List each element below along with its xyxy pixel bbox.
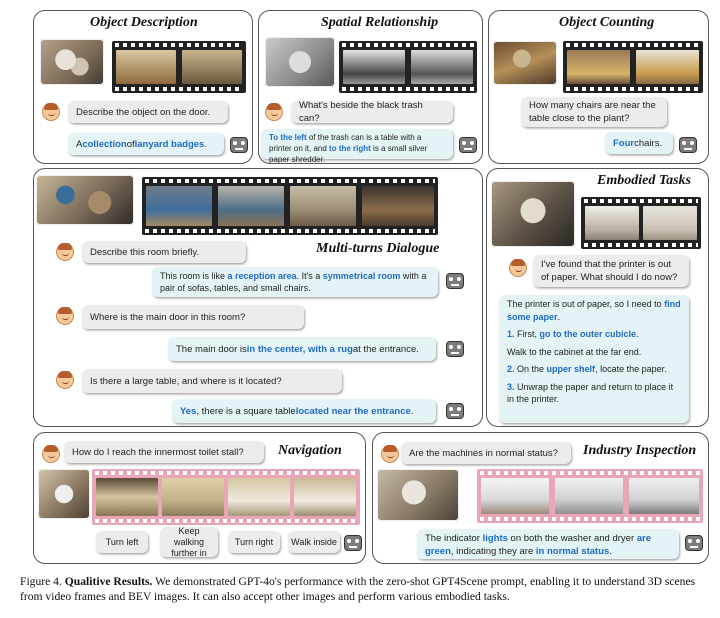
question-bubble: How many chairs are near the table close to the plant? [521,97,667,127]
answer-highlight: lanyard badges [134,138,205,150]
question-bubble: Is there a large table, and where is it located? [82,369,342,393]
panel-title: Multi-turns Dialogue [316,241,440,256]
frame-image [294,478,356,516]
panel-title: Navigation [278,443,342,458]
answer-highlight: a reception area [227,271,297,281]
answer-intro [507,298,681,323]
caption-bold: Qualitive Results. [64,575,153,588]
question-bubble: Describe this room briefly. [82,241,246,263]
frame-image [182,50,242,84]
question-bubble: Where is the main door in this room? [82,305,304,329]
answer-text: . [609,546,612,557]
panel-multi-turns-dialogue [33,168,483,427]
answer-text: First, [514,329,540,339]
answer-text: . [204,138,207,150]
video-frames [477,469,703,523]
frame-image [481,478,549,514]
bev-image [36,175,134,225]
frame-image [629,478,699,514]
answer-bubble [168,337,436,361]
answer-text: . [636,329,639,339]
question-bubble: I've found that the printer is out of paper. What should I do now? [533,255,689,287]
panel-title: Industry Inspection [583,443,697,458]
frame-image [162,478,224,516]
panel-title: Spatial Relationship [321,15,439,30]
answer-highlight: located near the entrance [295,405,411,417]
answer-text: of [126,138,135,150]
answer-text: This room is like [160,271,228,281]
panel-object-description [33,10,253,164]
panel-title: Object Counting [559,15,655,30]
answer-bubble [68,133,224,155]
step-number: 2. [507,364,515,374]
step-3 [507,381,681,406]
panel-spatial-relationship [258,10,483,164]
answer-bubble [605,132,673,154]
bev-image [491,181,575,247]
answer-text: The main door is [176,343,247,355]
frame-image [555,478,623,514]
bev-image [493,41,557,85]
video-frames [92,469,360,525]
answer-text: The indicator [425,533,483,544]
robot-icon [230,137,248,153]
video-frames [112,41,246,93]
bev-image [40,39,104,85]
panel-embodied-tasks [486,168,709,427]
question-bubble: Describe the object on the door. [68,101,228,123]
answer-highlight: to the right [329,144,371,153]
answer-text: on both the washer and dryer [507,533,637,544]
robot-icon [685,535,703,551]
frame-image [146,186,212,226]
answer-highlight: are green [425,533,652,557]
question-bubble: What's beside the black trash can? [291,101,453,123]
nav-step-2: Keep walking further in [160,527,218,557]
caption-label: Figure 4. [20,575,62,588]
robot-icon [344,535,362,551]
frame-image [218,186,284,226]
answer-highlight: find some paper [507,299,681,322]
answer-text: A [76,138,83,150]
answer-bubble [417,529,679,559]
answer-text: with a pair of sofas, tables, and small chairs. [160,271,427,293]
frame-image [343,50,405,84]
answer-bubble [152,267,438,297]
frame-image [643,206,697,240]
answer-highlight: Four [613,137,635,149]
panel-navigation [33,432,366,564]
step-1-detail: Walk to the cabinet at the far end. [507,346,642,357]
robot-icon [679,137,697,153]
answer-highlight: in normal status [535,546,610,557]
user-avatar [56,371,74,389]
frame-image [362,186,434,226]
video-frames [339,41,477,93]
answer-highlight: To the left [269,133,307,142]
answer-text: . [557,311,561,322]
answer-highlight: upper shelf [546,364,596,374]
video-frames [581,197,701,249]
video-frames [563,41,703,93]
step-number: 3. [507,381,515,392]
robot-icon [459,137,477,153]
frame-image [585,206,639,240]
step-number: 1. [507,329,515,339]
step-2 [507,363,681,376]
user-avatar [509,259,527,277]
answer-text: , there is a square table [196,405,296,417]
answer-bubble [261,129,453,164]
step-1 [507,328,681,341]
bev-image [377,469,459,521]
user-avatar [265,103,283,121]
answer-highlight: in the center, with a rug [246,343,353,355]
robot-icon [446,341,464,357]
answer-text: chairs. [634,137,663,149]
answer-text: is a small silver paper shredder. [269,144,428,164]
answer-text: , indicating they are [450,546,536,557]
frame-image [228,478,290,516]
panel-industry-inspection [372,432,709,564]
question-bubble: Are the machines in normal status? [401,442,571,464]
user-avatar [42,103,60,121]
user-avatar [56,243,74,261]
nav-step-4: Walk inside [288,531,340,553]
answer-text: The printer is out of paper, so I need to [507,299,665,309]
user-avatar [56,307,74,325]
answer-highlight: lights [482,533,508,544]
robot-icon [446,403,464,419]
frame-image [636,50,699,84]
answer-text: , locate the paper. [595,364,667,374]
video-frames [142,177,438,235]
answer-highlight: Yes [180,405,197,417]
bev-image [265,37,335,87]
answer-text: of the trash can is a table with a printer on it, and [269,133,422,153]
panel-object-counting [488,10,709,164]
user-avatar [42,445,60,463]
frame-image [411,50,473,84]
robot-icon [446,273,464,289]
nav-step-3: Turn right [228,531,280,553]
panel-title: Embodied Tasks [597,173,691,188]
answer-highlight: go to the outer cubicle [539,329,637,339]
frame-image [567,50,630,84]
frame-image [290,186,356,226]
nav-step-1: Turn left [96,531,148,553]
answer-bubble [499,295,689,423]
bev-image [38,469,90,519]
answer-text: Unwrap the paper and return to place it in the printer. [507,381,674,404]
answer-text: . [410,405,414,417]
caption-text: We demonstrated GPT-4o's performance with the zero-shot GPT4Scene prompt, enabling it to understand 3D scenes from video frames and BEV images. It can also accept other images and perform various embodied tasks. [20,575,696,603]
answer-highlight: symmetrical room [322,271,401,281]
figure-caption [20,574,710,604]
question-bubble: How do I reach the innermost toilet stall? [64,441,264,463]
frame-image [116,50,176,84]
answer-text: On the [514,364,547,374]
answer-text: . It's a [296,271,323,281]
answer-highlight: collection [82,138,127,150]
answer-bubble [172,399,436,423]
user-avatar [381,445,399,463]
frame-image [96,478,158,516]
answer-text: at the entrance. [352,343,419,355]
panel-title: Object Description [90,15,198,30]
